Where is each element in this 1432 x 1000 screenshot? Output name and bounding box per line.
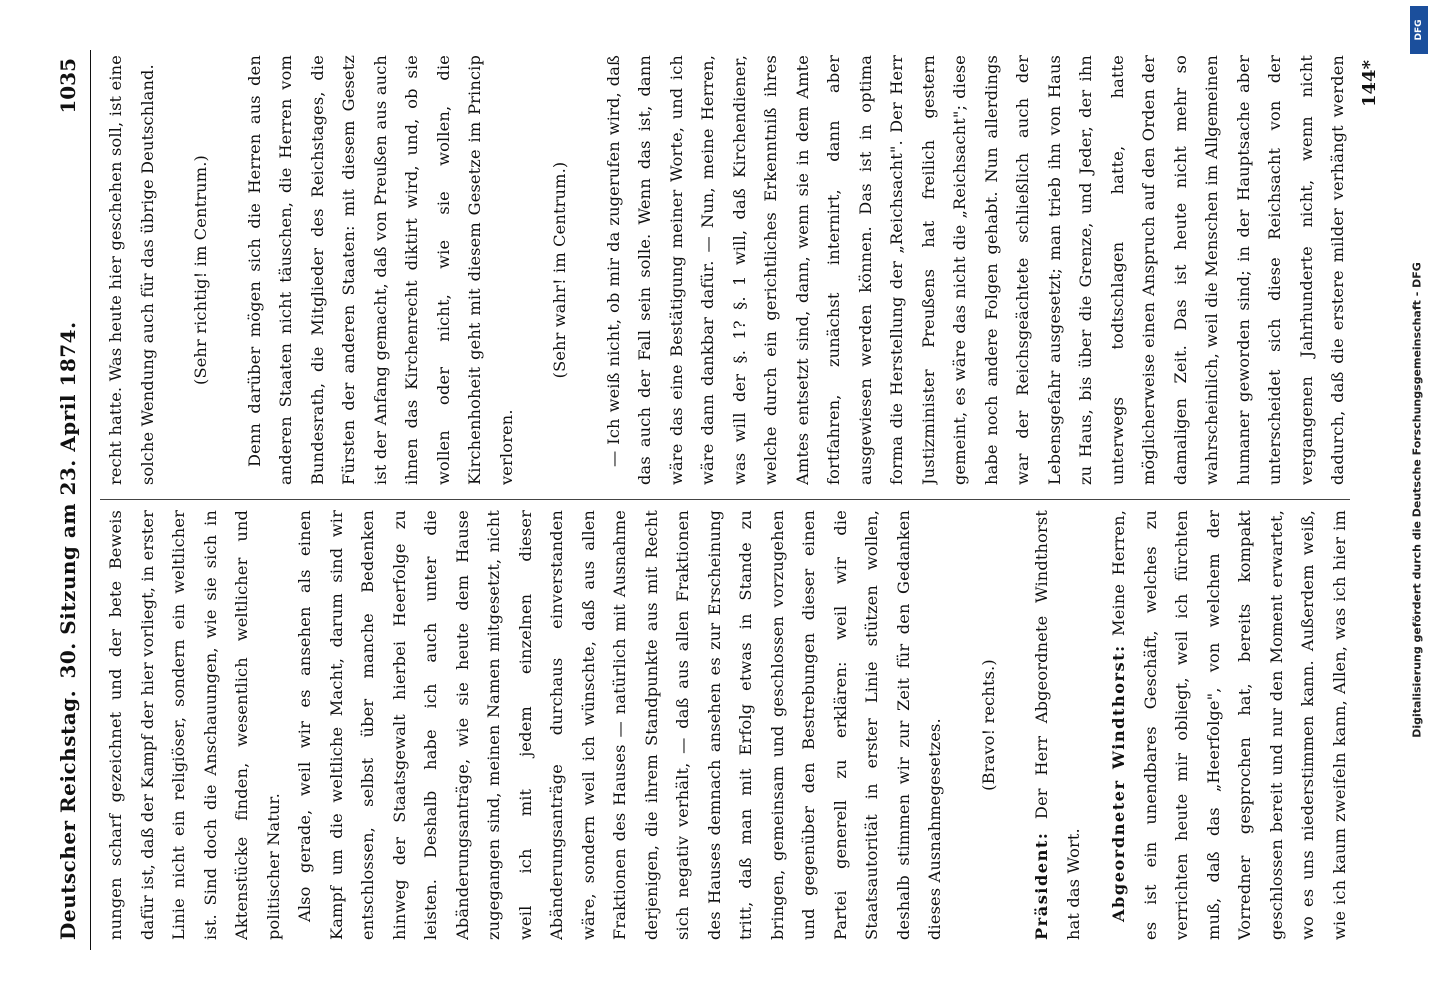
interjection: (Bravo! rechts.) bbox=[978, 659, 998, 791]
speaker-name: Abgeordneter Windthorst: bbox=[1109, 644, 1128, 922]
paragraph: Also gerade, weil wir es ansehen als einen Kampf um die weltliche Macht, darum sind wir entschlossen, selbst über manche Bedenken hinweg der Staatsgewalt hierbei Heerfolge zu leisten. Deshalb habe ich auch unter die Abänderungsanträge, wie sie heute dem Hause zugegangen sind, meinen Namen mitgesetzt, nicht weil ich mit jedem einzelnen dieser Abänderungsanträge durchaus einverstanden wäre, sondern weil ich wünschte, daß aus allen Fraktionen des Hauses — natürlich mit Ausnahme derjenigen, die ihrem Standpunkte aus mit Recht sich negativ verhält, — daß aus allen Fraktionen des Hauses demnach ansehen es zur Erscheinung tritt, daß man mit Erfolg etwas in Stande zu bringen, gemeinsam und geschlossen vorzugehen und gegenüber den Bestrebungen dieser einen Partei generell zu erklären: weil wir die Staatsautorität in erster Linie stützen wollen, deshalb stimmen wir zur Zeit für den Gedanken dieses Ausnahmegesetzes. bbox=[295, 510, 944, 940]
paragraph bbox=[1103, 510, 1350, 940]
paragraph: — Ich weiß nicht, ob mir da zugerufen wird, daß das auch der Fall sein solle. Wenn das ist, dann wäre das eine Bestätigung meiner Worte, und ich wäre dann dankbar dafür. — Nun, meine Herren, was will der §. 1? §. 1 will, daß Kirchendiener, welche durch ein gerichtliches Erkenntniß ihres Amtes entsetzt sind, dann, wenn sie in dem Amte fortfahren, zunächst internirt, dann aber ausgewiesen werden können. Das ist in optima forma die Herstellung der „Reichsacht". Der Herr Justizminister Preußens hat freilich gestern gemeint, es wäre das nicht die „Reichsacht"; diese habe noch andere Folgen gehabt. Nun allerdings war der Reichsgeächtete schließlich auch der Lebensgefahr ausgesetzt; man trieb ihn von Haus zu Haus, bis über die Grenze, und Jeder, der ihn unterwegs todtschlagen hatte, hatte möglicherweise einen Anspruch auf den Orden der damaligen Zeit. Das ist heute nicht mehr so wahrscheinlich, weil die Menschen im Allgemeinen humaner geworden sind; in der Hauptsache aber unterscheidet sich diese Reichsacht von der vergangenen Jahrhunderte nicht, wenn nicht dadurch, daß die erstere milder verhängt werden bbox=[603, 55, 1347, 485]
column-divider bbox=[100, 499, 1350, 500]
paragraph: recht hatte. Was heute hier geschehen soll, ist eine solche Wendung auch für das übrige Deutschland. bbox=[106, 55, 157, 485]
header-publication: Deutscher Reichstag. bbox=[56, 689, 80, 940]
header-session: 30. Sitzung am 23. April 1874. bbox=[56, 321, 80, 679]
speaker-name: Präsident: bbox=[1032, 831, 1051, 940]
speech-text: Der Herr Abgeordnete Windthorst hat das Wort. bbox=[1032, 510, 1083, 940]
paragraph: nungen scharf gezeichnet und der bete Beweis dafür ist, daß der Kampf der hier vorliegt, in erster Linie nicht ein religiöser, sondern ein weltlicher ist. Sind doch die Anschauungen, wie sie sich in Aktenstücke finden, wesentlich weltlicher und politischer Natur. bbox=[106, 510, 283, 940]
digitization-credit bbox=[1406, 0, 1428, 1000]
paragraph: Denn darüber mögen sich die Herren aus den anderen Staaten nicht täuschen, die Herren vom Bundesrath, die Mitglieder des Reichstages, die Fürsten der anderen Staaten: mit diesem Gesetz ist der Anfang gemacht, daß von Preußen aus auch ihnen das Kirchenrecht diktirt wird, und, ob sie wollen oder nicht, wie sie wollen, die Kirchenhoheit geht mit diesem Gesetze im Princip verloren. bbox=[244, 55, 516, 485]
credit-text: Digitalisierung gefördert durch die Deutsche Forschungsgemeinschaft - DFG bbox=[1410, 262, 1424, 738]
interjection: (Sehr wahr! im Centrum.) bbox=[550, 161, 569, 379]
left-column bbox=[100, 510, 1350, 940]
page-header bbox=[50, 50, 91, 950]
interjection: (Sehr richtig! im Centrum.) bbox=[191, 155, 210, 385]
speech-text: Meine Herren, es ist ein unendbares Geschäft, welches zu verrichten heute mir obliegt, weil ich fürchten muß, daß das „Heerfolge", von welchem der Vorredner gesprochen hat, bereits kompakt geschlossen bereit und nur den Moment erwartet, wo es uns niederstimmen kann. Außerdem weiß, wie ich kaum zweifeln kann, Allen, was ich hier im bbox=[1109, 510, 1349, 940]
right-column bbox=[100, 55, 1350, 485]
dfg-logo: DFG bbox=[1410, 6, 1428, 54]
sheet-signature: 144* bbox=[1359, 60, 1380, 107]
paragraph bbox=[1026, 510, 1089, 940]
header-page-number: 1035 bbox=[56, 58, 80, 114]
